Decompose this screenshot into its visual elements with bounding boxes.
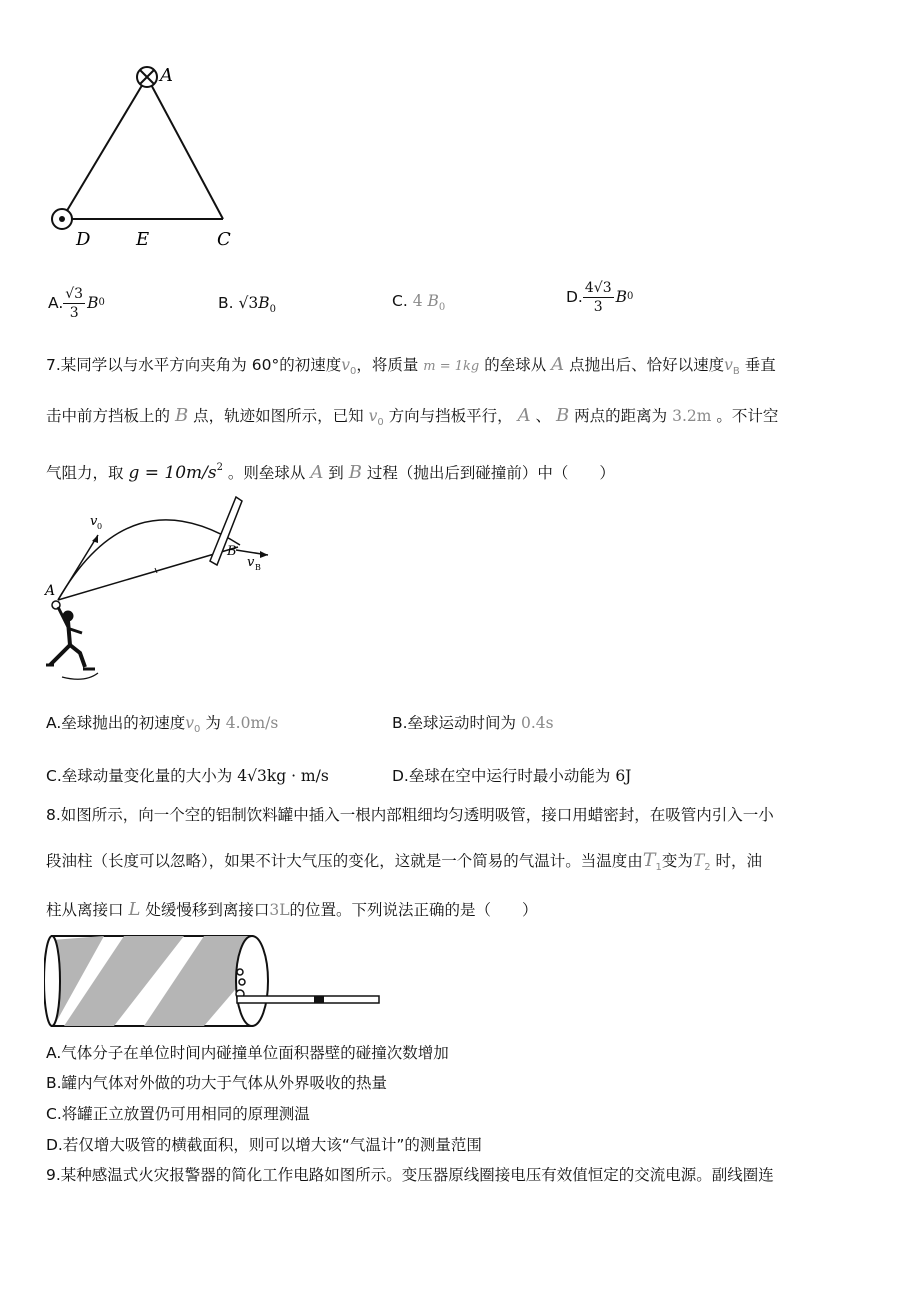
q7-option-d[interactable]: D.垒球在空中运行时最小动能为 6J: [392, 767, 632, 785]
q7-option-b[interactable]: B.垒球运动时间为 0.4s: [392, 714, 554, 732]
triangle-figure: [40, 55, 250, 255]
q6-option-b[interactable]: B. $√3B_0$: [218, 294, 277, 315]
q7-line-2: 击中前方挡板上的 B 点，轨迹如图所示，已知 $v_0$ 方向与挡板平行， A 、 B 两点的距离为 3.2m 。不计空: [46, 405, 779, 428]
q8-option-d[interactable]: D.若仅增大吸管的横截面积，则可以增大该“气温计”的测量范围: [46, 1136, 482, 1154]
q8-line-3: 柱从离接口 L 处缓慢移到离接口3L的位置。下列说法正确的是（ ）: [46, 899, 538, 920]
into-page-current-icon: [137, 67, 157, 87]
trajectory-figure: [40, 495, 280, 685]
can-thermometer-figure: [44, 930, 389, 1034]
q8-option-b[interactable]: B.罐内气体对外做的功大于气体从外界吸收的热量: [46, 1074, 388, 1092]
q8-line-1: 8.如图所示，向一个空的铝制饮料罐中插入一根内部粗细均匀透明吸管，接口用蜡密封，在吸管内引入一小: [46, 806, 774, 824]
label-A: A: [160, 65, 173, 86]
svg-text:A: A: [45, 583, 56, 599]
q8-option-c[interactable]: C.将罐正立放置仍可用相同的原理测温: [46, 1105, 310, 1123]
q9-line-1: 9.某种感温式火灾报警器的简化工作电路如图所示。变压器原线圈接电压有效值恒定的交流电源。副线圈连: [46, 1166, 774, 1184]
q8-line-2: 段油柱（长度可以忽略），如果不计大气压的变化，这就是一个简易的气温计。当温度由$T_1$变为$T_2$ 时，油: [46, 849, 763, 873]
svg-text:B: B: [227, 544, 237, 559]
q8-option-a[interactable]: A.气体分子在单位时间内碰撞单位面积器壁的碰撞次数增加: [46, 1044, 449, 1062]
q7-line-1: 7.某同学以与水平方向夹角为 60°的初速度$v_0$，将质量 m = 1kg 的垒球从 A 点抛出后、恰好以速度$v_B$ 垂直: [46, 354, 776, 377]
q7-option-c[interactable]: C.垒球动量变化量的大小为 4√3kg · m/s: [46, 767, 329, 785]
label-E: E: [136, 229, 150, 250]
label-C: C: [217, 229, 231, 250]
thrower-figure: [46, 601, 98, 679]
label-D: D: [76, 229, 91, 250]
q6-option-d[interactable]: D. $\frac{4√3}{3}$ B 0: [566, 279, 634, 315]
out-of-page-current-icon: [52, 209, 72, 229]
q7-option-a[interactable]: A.垒球抛出的初速度$v_0$ 为 4.0m/s: [46, 714, 279, 735]
q6-option-c[interactable]: C. 4 $B_0$: [392, 292, 446, 313]
svg-text:0: 0: [97, 522, 103, 531]
q7-line-3: 气阻力，取 $g = 10m/s^2$ 。则垒球从 A 到 B 过程（抛出后到碰撞前）中（ ）: [46, 462, 615, 483]
oil-column: [314, 996, 324, 1003]
q6-option-a[interactable]: A. $\frac{√3}{3}$ B 0: [48, 285, 105, 321]
svg-text:v: v: [90, 514, 98, 529]
svg-text:B: B: [255, 563, 261, 572]
svg-text:v: v: [247, 555, 255, 570]
